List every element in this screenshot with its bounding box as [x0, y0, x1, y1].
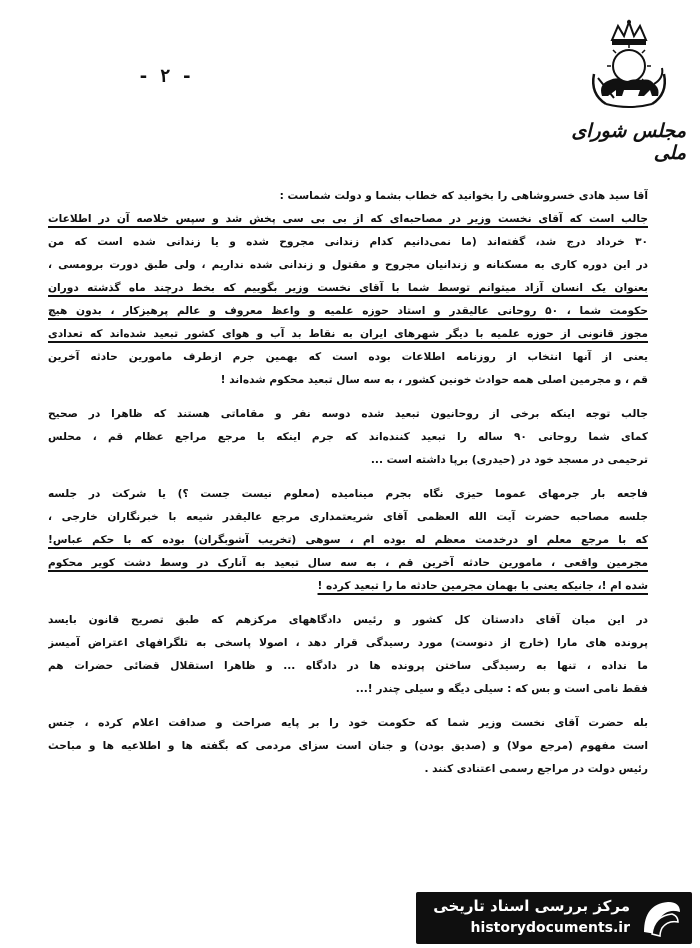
- paragraph-gap: [48, 598, 648, 609]
- letter-line: رئیس دولت در مراجع رسمی اعتنادی کنند .: [424, 763, 648, 775]
- letter-line: مجوز قانونی از حوزه علمیه با دیگر شهرهای ایران به نقاط بد آب و هوای کشور تبعید شده‌اند که تعدادی: [48, 328, 648, 340]
- paragraph-gap: [48, 472, 648, 483]
- letter-line: است مفهوم (مرجع مولا) و (صدیق بودن) و جنان است سزای مردمی که بگفته ها و اطلاعیه ها و مباحث: [48, 740, 648, 752]
- letter-line: جلسه مصاحبه حضرت آیت الله العظمی آقای شریعتمداری مرجع عالیقدر شیعه با خبرنگاران خارجی ،: [48, 511, 648, 523]
- parliament-name: مجلس شورای ملی: [571, 120, 686, 164]
- letter-line: جالب توجه اینکه برخی از روحانیون تبعید شده دوسه نفر و مقاماتی هستند که ظاهرا در صحیح: [48, 408, 648, 420]
- watermark-title: مرکز بررسی اسناد تاریخی: [433, 897, 630, 915]
- letter-line: یعنی از آنها انتخاب از روزنامه اطلاعات بوده است که بهمین جرم ازطرف مامورین حادثه آخرین: [48, 351, 648, 363]
- letter-line: جالب است که آقای نخست وزیر در مصاحبه‌ای که از بی بی سی پخش شد و سپس خلاصه آن در اطلاعات: [48, 213, 648, 225]
- letter-line: قم ، و مجرمین اصلی همه حوادث خونین کشور ، به سه سال تبعید محکوم شده‌اند !: [220, 374, 648, 386]
- letter-line: فقط نامی است و بس که : سیلی دیگه و سیلی چندر !...: [355, 683, 648, 695]
- letter-line: پرونده های مارا (خارج از دنوست) مورد رسیدگی قرار دهد ، اصولا پاسخی به تلگرافهای اعتراض آمیسز: [48, 637, 648, 649]
- archive-watermark: [416, 892, 692, 944]
- letter-line: در این میان آقای دادستان کل کشور و رئیس دادگاههای مرکزهم که طبق تصریح قانون بایسد: [48, 614, 648, 626]
- paragraph-gap: [48, 701, 648, 712]
- lion-and-sun-emblem: [588, 18, 670, 108]
- letter-line: مجرمین واقعی ، مامورین حادثه آخرین قم ، به سه سال تبعید به آنارک در وسط دشت کویر محکوم: [48, 557, 648, 569]
- letter-line: بله حضرت آقای نخست وزیر شما که حکومت خود را بر پایه صراحت و صداقت اعلام کرده ، جنس: [48, 717, 648, 729]
- letter-line: ترحیمی در مسجد خود در (حیدری) برپا داشته است ...: [370, 454, 648, 466]
- letter-body: [48, 185, 648, 781]
- letter-line: بعنوان یک انسان آزاد میتوانم توسط شما با آقای نخست وزیر بگوییم که بخط درچند ماه گذشته دوران: [48, 282, 648, 294]
- watermark-url: historydocuments.ir: [470, 920, 630, 936]
- letter-line: شده ام !، جانیکه یعنی با بهمان مجرمین حادثه ما را تبعید کرده !: [317, 580, 648, 592]
- letter-line: که با مرجع معلم او درخدمت معظم له بوده ام ، سوهی (تخریب آشوبگران) بوده که با حکم عباس!: [48, 534, 648, 546]
- letter-line: فاجعه بار جرمهای عموما حیزی نگاه بجرم مینامیده (معلوم نیست جست ؟) یا شرکت در جلسه: [48, 488, 648, 500]
- archive-logo-icon: [638, 898, 684, 938]
- letter-line: آقا سید هادی خسروشاهی را بخوانید که خطاب بشما و دولت شماست :: [279, 190, 648, 202]
- letter-line: ۳۰ خرداد درج شد، گفته‌اند (ما نمی‌دانیم کدام زندانی مجروح شده و یا زندانی شده است که من: [48, 236, 648, 248]
- letter-line: ما نداده ، تنها به رسیدگی ساختن پرونده ها در دادگاه ... و ظاهرا استقلال قضائی حضرات هم: [48, 660, 648, 672]
- paragraph-gap: [48, 392, 648, 403]
- letter-line: حکومت شما ، ۵۰ روحانی عالیقدر و استاد حوزه علمیه و واعظ معروف و عالم پرهیزکار ، بدون هیچ: [48, 305, 648, 317]
- letter-line: در این دوره کاری به مسکنانه و زندانیان مجروح و مقتول و زندانی شده نداریم ، ولی طبق دورت برومسی ،: [48, 259, 648, 271]
- page-number: - ۲ -: [138, 66, 193, 87]
- letter-line: کمای شما روحانی ۹۰ ساله را تبعید کننده‌اند که جرم اینکه با مرجع مراجع عظام قم ، محلس: [48, 431, 648, 443]
